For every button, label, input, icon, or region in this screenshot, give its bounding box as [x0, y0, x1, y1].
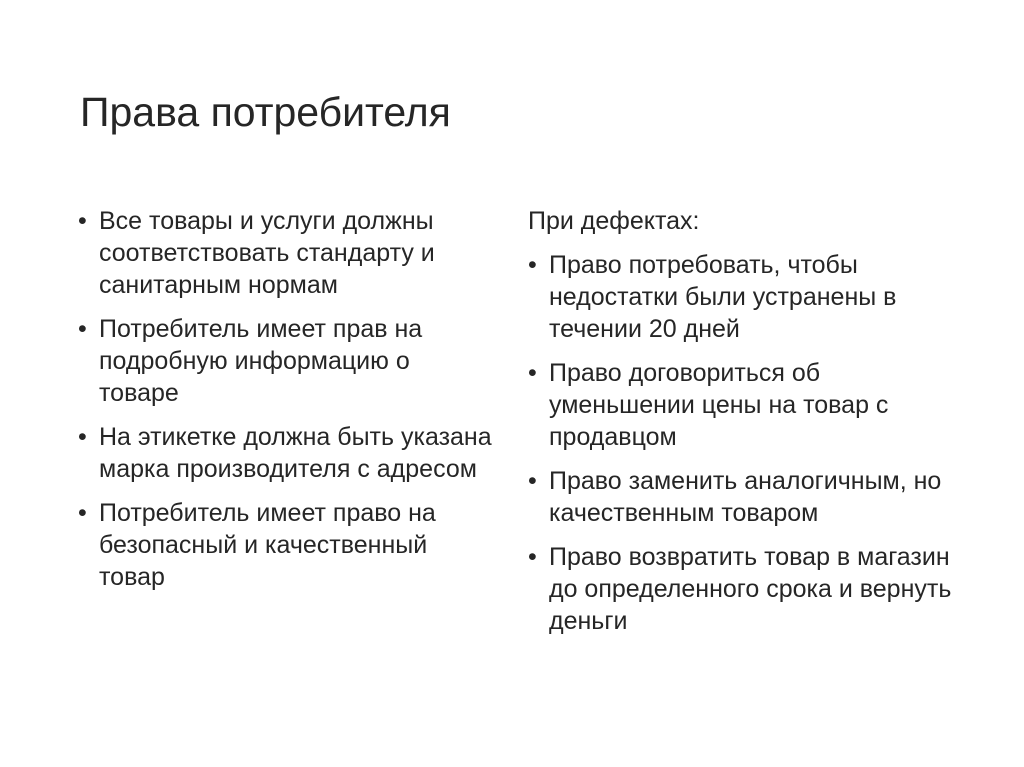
slide-title: Права потребителя [80, 89, 451, 135]
list-item-text: Потребитель имеет прав на подробную информацию о товаре [99, 315, 423, 407]
bullet-icon: • [528, 251, 537, 279]
list-item-text: Потребитель имеет право на безопасный и качественный товар [99, 499, 436, 591]
bullet-icon: • [528, 543, 537, 571]
list-item [526, 249, 956, 345]
list-item-text: Право договориться об уменьшении цены на товар с продавцом [549, 359, 889, 451]
list-item-text: Право возвратить товар в магазин до определенного срока и вернуть деньги [549, 543, 952, 635]
list-item [76, 421, 496, 485]
list-item-text: Право заменить аналогичным, но качественным товаром [549, 467, 942, 527]
right-bullet-list [526, 249, 956, 637]
bullet-icon: • [528, 467, 537, 495]
bullet-icon: • [78, 499, 87, 527]
list-item [526, 465, 956, 529]
left-bullet-list [76, 205, 496, 593]
bullet-icon: • [528, 359, 537, 387]
list-item-text: Все товары и услуги должны соответствовать стандарту и санитарным нормам [99, 207, 435, 299]
list-item [76, 313, 496, 409]
left-column [76, 205, 496, 605]
right-column-heading: При дефектах: [528, 207, 700, 235]
bullet-icon: • [78, 207, 87, 235]
list-item-text: Право потребовать, чтобы недостатки были устранены в течении 20 дней [549, 251, 897, 343]
bullet-icon: • [78, 423, 87, 451]
list-item-text: На этикетке должна быть указана марка производителя с адресом [99, 423, 492, 483]
right-column [526, 205, 956, 649]
list-item [526, 357, 956, 453]
list-item [526, 541, 956, 637]
list-item [76, 497, 496, 593]
bullet-icon: • [78, 315, 87, 343]
list-item [76, 205, 496, 301]
